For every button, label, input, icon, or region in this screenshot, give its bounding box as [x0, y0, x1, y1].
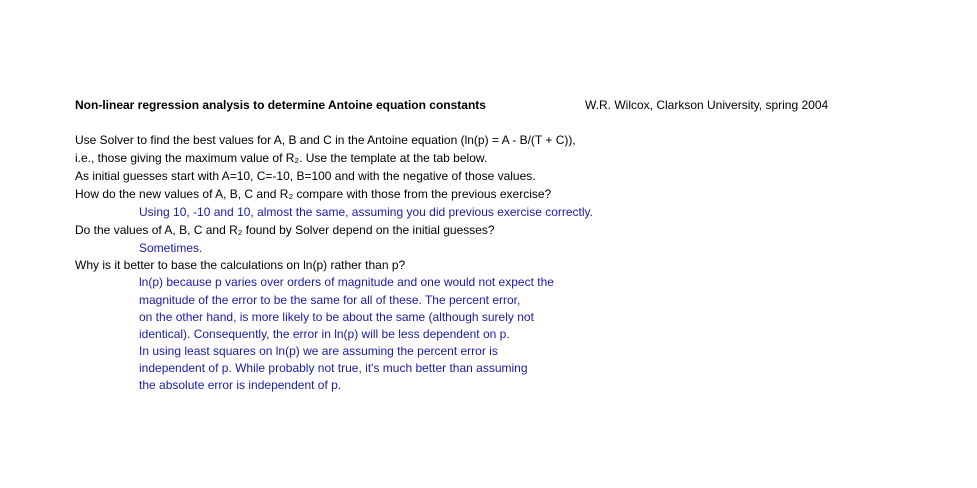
page-title: Non-linear regression analysis to determine Antoine equation constants	[75, 98, 486, 112]
answer-text: independent of p. While probably not true, it's much better than assuming	[139, 361, 528, 375]
intro-line: As initial guesses start with A=10, C=-10, B=100 and with the negative of those values.	[75, 169, 536, 183]
answer-text: In using least squares on ln(p) we are assuming the percent error is	[139, 344, 498, 358]
answer-text: Using 10, -10 and 10, almost the same, assuming you did previous exercise correctly.	[139, 205, 593, 219]
answer-text: on the other hand, is more likely to be about the same (although surely not	[139, 310, 534, 324]
answer-text: the absolute error is independent of p.	[139, 378, 342, 392]
question-text: Why is it better to base the calculations on ln(p) rather than p?	[75, 258, 406, 272]
intro-line: i.e., those giving the maximum value of R₂. Use the template at the tab below.	[75, 151, 488, 165]
intro-line: Use Solver to find the best values for A, B and C in the Antoine equation (ln(p) = A - B/(T + C)),	[75, 133, 576, 147]
author-credit: W.R. Wilcox, Clarkson University, spring 2004	[585, 98, 829, 112]
question-text: How do the new values of A, B, C and R₂ compare with those from the previous exercise?	[75, 187, 552, 201]
answer-text: magnitude of the error to be the same for all of these. The percent error,	[139, 293, 521, 307]
answer-text: Sometimes.	[139, 241, 203, 255]
question-text: Do the values of A, B, C and R₂ found by Solver depend on the initial guesses?	[75, 223, 495, 237]
answer-text: identical). Consequently, the error in ln(p) will be less dependent on p.	[139, 327, 510, 341]
answer-text: ln(p) because p varies over orders of magnitude and one would not expect the	[139, 275, 554, 289]
